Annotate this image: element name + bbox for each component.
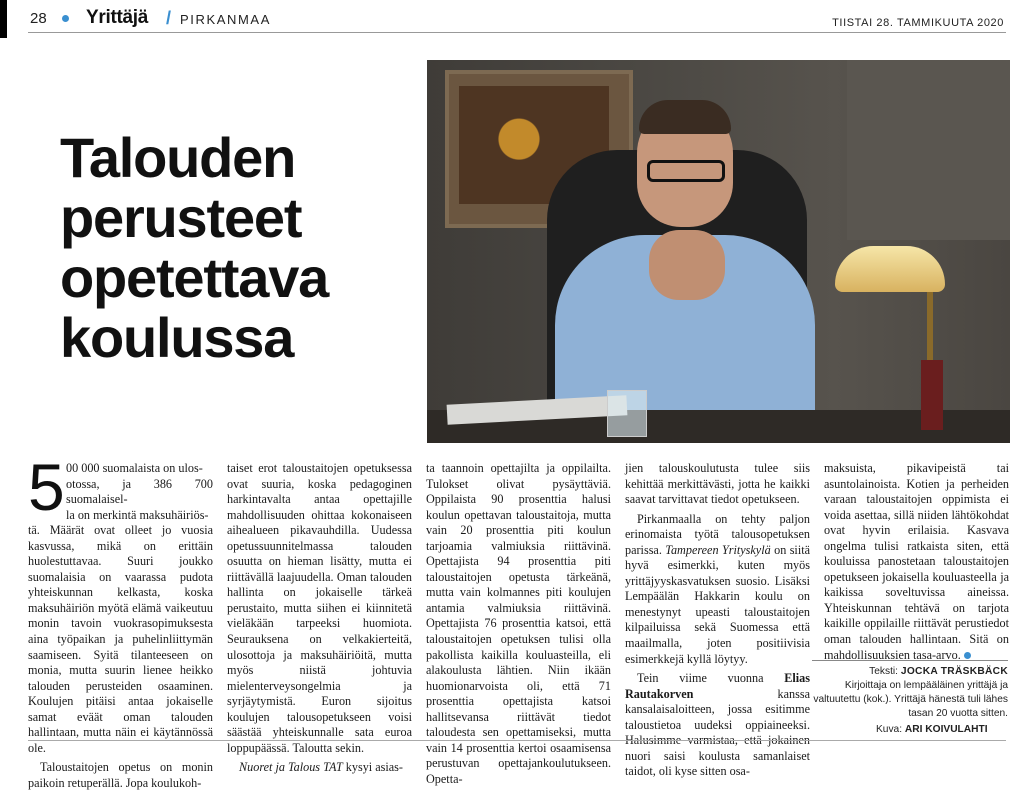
page-edge-tab (0, 0, 7, 38)
col2-paragraph-2 (227, 760, 412, 776)
photo-credit (876, 724, 988, 735)
article-photo (427, 60, 1010, 443)
col4-italic-org: Tampereen Yrityskylä (665, 542, 771, 557)
col2-p2-rest: kysyi asias- (342, 760, 403, 775)
drop-cap: 5 (28, 450, 65, 524)
article-headline: Talouden perusteet opetettava koulussa (60, 126, 329, 369)
page-number: 28 (30, 10, 47, 27)
photo-hands (649, 230, 725, 300)
column-2 (227, 461, 412, 780)
photo-lamp-shade (835, 246, 945, 292)
col5-p1-text: maksuista, pikavipeistä tai asuntolainoista. Kotien ja perheiden varaan taloustaitojen oppimista ei voida asettaa, sillä niiden lähtökohdat ovat hyvin erilaisia. Kasvava ongelma tulisi ratkaista siten, että kouluissa panostetaan taloustaitojen opetukseen jokaisella kouluasteella ja kaikissa soveltuvissa aineissa. Yhteiskunnan tehtävä on tarjota kaikille oppilaille riittävät perustiedot oman talouden hallintaan. Sitä on mahdollisuuksien tasa-arvo. (824, 461, 1009, 662)
bullet-dot-icon (62, 15, 69, 22)
column-5 (824, 461, 1009, 667)
brand-slash-icon: / (166, 8, 172, 28)
photo-background (847, 60, 1010, 240)
col1-paragraph-1: tä. Määrät ovat olleet jo vuosia kasvussa, mikä on erittäin huolestuttavaa. Suuri joukko suomalaisia on vaarassa pudota yhteiskunnan kelkasta, koska maksuhäiriön myötä elämä vaikeutuu monin tavoin vuokrasopimuksesta aina työpaikan ja puhelinliittymän saamiseen. Syitä tilanteeseen on monia, mutta suurin lienee heikko talouden perusteiden osaaminen. Koulujen pitäisi antaa jokaiselle samat eväät oman talouden hallintaan, mutta näin ei käytännössä ole. (28, 523, 213, 755)
col4-p2-rest: on siitä hyvä esimerkki, kuten myös yrittäjyyskasvatuksen suosio. Lisäksi Lempäälän Hakkarin koulu on menestynyt upeasti taloustaitojen kilpailuissa sekä Suomessa että maailmalla, joten positiivisia esimerkkejä kyllä löytyy. (625, 542, 810, 666)
column-1 (28, 450, 213, 795)
photo-lamp-base (921, 360, 943, 430)
photo-water-glass (607, 390, 647, 437)
end-mark-icon (964, 652, 971, 659)
col4-paragraph-2 (625, 512, 810, 667)
column-3 (426, 461, 611, 791)
col4-paragraph-1: jien talouskoulutusta tulee siis kehittää merkittävästi, jotta he kaikki saavat tarvittavat tiedot opetukseen. (625, 461, 810, 507)
col4-bold-name: Elias Rautakorven (625, 671, 810, 701)
byline-bio: Kirjoittaja on lempääläinen yrittäjä ja valtuutettu (kok.). Yrittäjä hänestä tuli lähes tasan 20 vuotta sitten. (813, 680, 1008, 719)
col1-line-1: 00 000 suomalaista on ulos- (66, 461, 203, 475)
col1-paragraph-2: Taloustaitojen opetus on monin paikoin retuperällä. Jopa koulukoh- (28, 760, 213, 790)
col1-line-2: otossa, ja 386 700 suomalaisel- (66, 476, 213, 507)
page-header (0, 0, 1024, 38)
col2-italic-org: Nuoret ja Talous TAT (239, 760, 343, 775)
bottom-rule (28, 740, 1006, 741)
brand-logo: Yrittäjä (86, 7, 149, 28)
col4-p3-rest: kanssa kansalaisaloitteen, jossa esitimme taloustietoa uudeksi oppiaineeksi. Halusimme varmistaa, että jokainen nuori saisi koulusta samanlaiset taidot, oli kyse sitten osa- (625, 686, 810, 779)
issue-date: TIISTAI 28. TAMMIKUUTA 2020 (832, 17, 1004, 29)
col4-p2-start: Pirkanmaalla on tehty paljon erinomaista työtä talousopetuksen parissa. (625, 511, 810, 557)
photo-glasses (647, 160, 725, 182)
byline-author-line (812, 665, 1008, 679)
byline-author: JOCKA TRÄSKBÄCK (900, 666, 1008, 677)
byline-box (812, 660, 1008, 721)
col4-p3-start: Tein viime vuonna (637, 671, 785, 686)
header-rule (28, 32, 1006, 33)
photo-credit-name: ARI KOIVULAHTI (904, 724, 988, 735)
col3-paragraph-1: ta taannoin opettajilta ja oppilailta. Tulokset olivat pysäyttäviä. Oppilaista 90 prosenttia halusi koulun opettavan taloustaitoja, mutta vain 20 prosenttia piti koulun tarjoamia valmiuksia riittävinä. Opettajista 94 prosenttia piti taloustaitojen opetusta tärkeänä, mutta vain kolmannes piti koulujen antamia valmiuksia riittävinä. Opettajista 76 prosenttia katsoi, että taloustaitojen opetuksen tulisi olla pakollista kaikilla kouluasteilla, eli alakoulusta lähtien. Niin ikään huomionarvoista oli, että 71 prosenttia opettajista katsoi hallitsevansa riittävät tiedot taloudesta sen opettamiseksi, mutta vain 14 prosenttia kertoi osaamisensa perustuvan opettajankoulutukseen. Opetta- (426, 461, 611, 786)
col2-paragraph-1: taiset erot taloustaitojen opetuksessa ovat suuria, koska pedagoginen harkintavalta antaa opettajille mahdollisuuden ohittaa kokonaiseen aihealueen pikavauhdilla. Uudessa opetussuunnitelmassa talouden osuutta on hieman lisätty, mutta ei riittävällä laajuudella. Oman talouden hallinta on jokaiselle tärkeä perustaito, mutta siihen ei kiinnitetä vieläkään tarpeeksi huomiota. Seurauksena on velkakierteitä, ulosottoja ja maksuhäiriöitä, mutta myös niistä johtuvia mielenterveysongelmia ja syrjäytymistä. Euron sijoitus koulujen talousopetukseen voisi säästää yhteiskunnalle sata euroa loppupäässä. Taloutta sekin. (227, 461, 412, 755)
col1-first-lines (28, 450, 213, 524)
photo-person-hair (639, 100, 731, 134)
photo-credit-label: Kuva: (876, 724, 903, 735)
col1-line-3: la on merkintä maksuhäiriös- (66, 507, 209, 522)
column-4 (625, 461, 810, 784)
region-name: PIRKANMAA (180, 12, 271, 27)
col5-paragraph-1 (824, 461, 1009, 663)
col4-paragraph-3 (625, 671, 810, 780)
byline-text-label: Teksti: (869, 666, 899, 677)
